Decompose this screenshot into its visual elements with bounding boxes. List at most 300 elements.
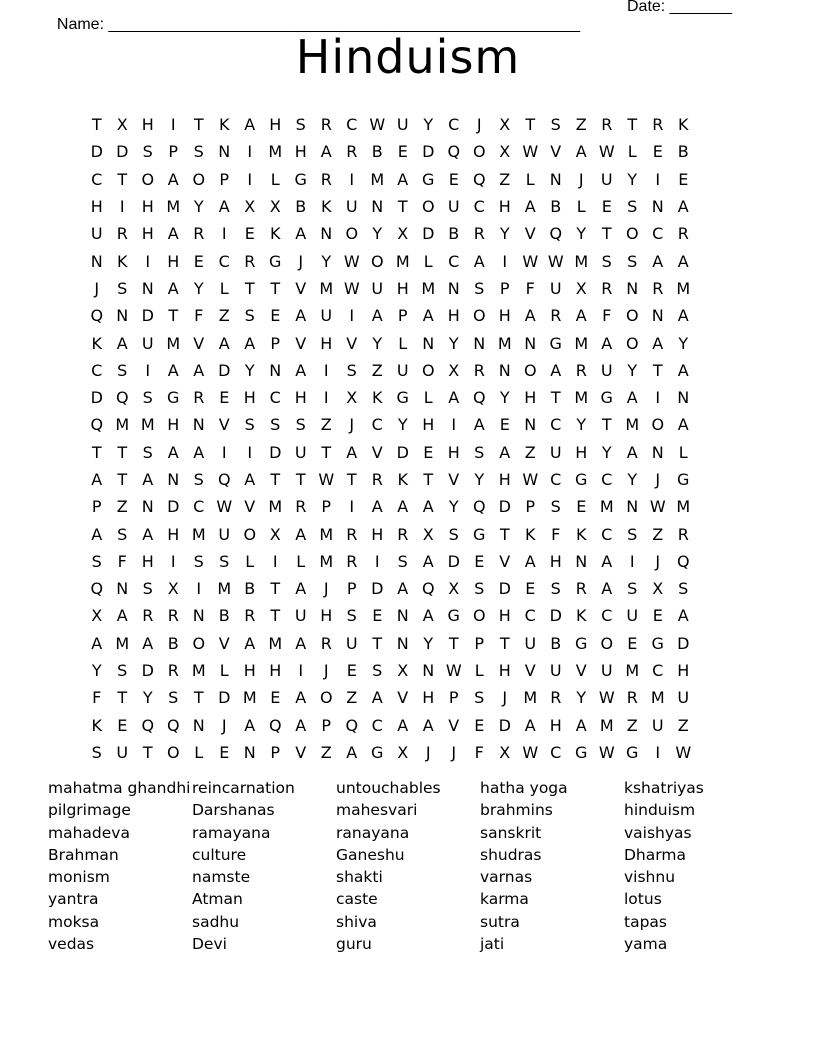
grid-letter: A: [524, 197, 536, 217]
word-bank-item: karma: [480, 890, 529, 909]
grid-letter: I: [323, 360, 329, 380]
grid-letter: P: [321, 497, 332, 517]
grid-letter: J: [451, 742, 457, 762]
grid-letter: G: [294, 169, 307, 189]
grid-letter: M: [242, 688, 257, 708]
grid-letter: Z: [218, 306, 230, 326]
grid-letter: I: [655, 169, 661, 189]
word-bank-item: mahadeva: [48, 823, 130, 842]
grid-letter: A: [244, 715, 256, 735]
grid-letter: H: [447, 442, 460, 462]
grid-letter: A: [167, 278, 179, 298]
grid-letter: X: [91, 606, 103, 626]
grid-letter: C: [601, 470, 613, 489]
word-bank-item: ranayana: [336, 823, 410, 842]
grid-letter: A: [193, 442, 205, 462]
grid-letter: S: [474, 579, 485, 599]
grid-letter: M: [650, 688, 665, 708]
grid-letter: F: [525, 278, 535, 298]
grid-letter: U: [116, 742, 129, 762]
grid-letter: N: [651, 442, 664, 462]
grid-letter: Y: [244, 360, 255, 380]
grid-letter: Z: [116, 497, 128, 517]
grid-letter: Y: [576, 224, 587, 244]
grid-letter: D: [549, 606, 562, 626]
grid-letter: X: [575, 278, 587, 298]
grid-letter: K: [372, 388, 383, 408]
word-bank: [48, 779, 768, 957]
grid-letter: V: [448, 470, 460, 489]
grid-letter: Y: [372, 224, 383, 244]
grid-letter: X: [397, 742, 409, 762]
grid-letter: Y: [678, 333, 689, 353]
grid-letter: U: [141, 333, 154, 353]
grid-letter: A: [218, 333, 230, 353]
grid-letter: U: [600, 360, 613, 380]
grid-letter: H: [498, 470, 511, 489]
grid-letter: X: [499, 742, 511, 762]
grid-letter: H: [396, 278, 409, 298]
grid-letter: C: [91, 169, 103, 189]
grid-letter: N: [167, 470, 180, 489]
grid-letter: M: [676, 497, 691, 517]
grid-letter: C: [371, 715, 383, 735]
grid-letter: L: [194, 742, 204, 762]
grid-letter: A: [677, 360, 689, 380]
grid-letter: S: [678, 579, 689, 599]
grid-letter: Y: [499, 388, 510, 408]
grid-letter: Q: [268, 715, 282, 735]
grid-letter: S: [550, 115, 561, 135]
word-bank-item: moksa: [48, 912, 100, 931]
grid-letter: N: [626, 497, 639, 517]
grid-letter: E: [219, 388, 230, 408]
grid-letter: A: [116, 606, 128, 626]
grid-letter: Z: [524, 442, 536, 462]
grid-letter: M: [319, 551, 334, 571]
grid-letter: H: [90, 197, 103, 217]
grid-letter: A: [652, 333, 664, 353]
grid-letter: E: [270, 688, 281, 708]
word-bank-item: caste: [336, 890, 378, 909]
grid-letter: E: [525, 579, 536, 599]
grid-letter: O: [421, 360, 435, 380]
grid-letter: N: [575, 551, 588, 571]
grid-letter: M: [115, 633, 130, 653]
grid-letter: W: [343, 278, 360, 298]
word-bank-item: pilgrimage: [48, 801, 131, 820]
grid-letter: Y: [423, 115, 434, 135]
grid-letter: S: [295, 115, 306, 135]
grid-letter: A: [142, 633, 154, 653]
grid-letter: M: [625, 415, 640, 435]
word-bank-item: tapas: [624, 912, 667, 931]
grid-letter: H: [320, 333, 333, 353]
grid-letter: T: [270, 278, 281, 298]
grid-letter: S: [550, 497, 561, 517]
grid-letter: C: [91, 360, 103, 380]
grid-letter: B: [167, 633, 179, 653]
grid-letter: B: [218, 606, 230, 626]
grid-letter: V: [218, 415, 230, 435]
grid-letter: E: [474, 551, 485, 571]
grid-letter: V: [295, 742, 307, 762]
grid-letter: A: [422, 497, 434, 517]
grid-letter: D: [396, 442, 409, 462]
grid-letter: H: [575, 442, 588, 462]
grid-letter: V: [499, 551, 511, 571]
grid-letter: A: [677, 306, 689, 326]
grid-letter: A: [167, 224, 179, 244]
grid-letter: A: [601, 579, 613, 599]
grid-row: [84, 193, 696, 220]
grid-row: [84, 548, 696, 575]
grid-letter: T: [117, 688, 128, 708]
grid-letter: T: [423, 470, 434, 489]
grid-letter: U: [549, 278, 562, 298]
grid-letter: Y: [321, 251, 332, 271]
grid-letter: A: [448, 388, 460, 408]
grid-letter: E: [423, 442, 434, 462]
grid-letter: T: [295, 470, 306, 489]
grid-letter: N: [549, 169, 562, 189]
grid-letter: K: [576, 606, 587, 626]
word-bank-item: Devi: [192, 935, 227, 954]
grid-letter: T: [91, 442, 102, 462]
grid-letter: S: [193, 470, 204, 489]
grid-row: [84, 411, 696, 438]
grid-letter: A: [193, 360, 205, 380]
grid-letter: H: [269, 661, 282, 681]
grid-letter: T: [550, 388, 561, 408]
grid-letter: G: [575, 633, 588, 653]
grid-letter: A: [575, 306, 587, 326]
grid-letter: I: [298, 661, 304, 681]
grid-letter: O: [192, 169, 206, 189]
grid-letter: L: [219, 278, 229, 298]
word-bank-item: hatha yoga: [480, 779, 568, 797]
grid-letter: O: [472, 142, 486, 162]
grid-letter: R: [346, 524, 358, 544]
grid-letter: M: [268, 497, 283, 517]
grid-letter: V: [575, 661, 587, 681]
grid-letter: E: [678, 169, 689, 189]
grid-letter: R: [167, 661, 179, 681]
grid-letter: S: [193, 551, 204, 571]
grid-letter: D: [422, 142, 435, 162]
grid-letter: Y: [423, 633, 434, 653]
grid-letter: M: [115, 415, 130, 435]
grid-letter: R: [575, 360, 587, 380]
grid-letter: M: [599, 497, 614, 517]
grid-letter: O: [472, 306, 486, 326]
grid-letter: S: [142, 579, 153, 599]
grid-letter: N: [90, 251, 103, 271]
grid-letter: V: [371, 442, 383, 462]
grid-letter: S: [627, 197, 638, 217]
grid-letter: L: [525, 169, 535, 189]
grid-letter: R: [320, 169, 332, 189]
grid-letter: R: [167, 606, 179, 626]
grid-letter: X: [448, 579, 460, 599]
grid-letter: U: [396, 115, 409, 135]
grid-letter: P: [474, 633, 485, 653]
grid-letter: S: [346, 606, 357, 626]
grid-letter: D: [498, 715, 511, 735]
grid-letter: D: [141, 306, 154, 326]
grid-letter: I: [145, 360, 151, 380]
grid-letter: U: [677, 688, 690, 708]
grid-letter: L: [576, 197, 586, 217]
word-bank-item: ramayana: [192, 823, 271, 842]
grid-letter: T: [91, 115, 102, 135]
grid-letter: L: [296, 551, 306, 571]
grid-letter: G: [371, 742, 384, 762]
grid-letter: N: [371, 197, 384, 217]
grid-letter: O: [523, 360, 537, 380]
grid-letter: A: [422, 306, 434, 326]
word-bank-item: vedas: [48, 935, 95, 954]
grid-row: [84, 602, 696, 629]
grid-letter: E: [448, 169, 459, 189]
grid-letter: N: [422, 333, 435, 353]
grid-letter: Y: [448, 333, 459, 353]
grid-letter: C: [193, 497, 205, 517]
grid-letter: W: [369, 115, 386, 135]
grid-letter: V: [295, 278, 307, 298]
grid-letter: A: [499, 442, 511, 462]
grid-letter: P: [321, 715, 332, 735]
grid-letter: A: [626, 388, 638, 408]
grid-letter: I: [221, 442, 227, 462]
grid-letter: H: [141, 197, 154, 217]
grid-letter: S: [117, 278, 128, 298]
grid-letter: P: [91, 497, 102, 517]
grid-letter: H: [167, 415, 180, 435]
grid-letter: H: [371, 524, 384, 544]
grid-letter: R: [346, 551, 358, 571]
grid-letter: P: [168, 142, 179, 162]
grid-letter: Y: [474, 470, 485, 489]
grid-letter: T: [117, 169, 128, 189]
grid-letter: A: [626, 442, 638, 462]
grid-letter: Q: [421, 579, 435, 599]
word-bank-item: jati: [480, 935, 505, 954]
grid-letter: S: [397, 551, 408, 571]
grid-letter: J: [298, 251, 304, 271]
grid-row: [84, 684, 696, 711]
grid-letter: N: [192, 415, 205, 435]
grid-letter: H: [269, 115, 282, 135]
grid-letter: S: [295, 415, 306, 435]
grid-letter: J: [578, 169, 584, 189]
grid-letter: G: [396, 388, 409, 408]
grid-letter: E: [346, 661, 357, 681]
grid-letter: W: [522, 251, 539, 271]
grid-letter: N: [651, 197, 664, 217]
grid-letter: S: [627, 524, 638, 544]
word-bank-item: monism: [48, 868, 110, 887]
grid-letter: M: [574, 388, 589, 408]
grid-letter: I: [629, 551, 635, 571]
grid-letter: T: [142, 742, 153, 762]
grid-letter: W: [522, 742, 539, 762]
grid-letter: O: [600, 633, 614, 653]
grid-letter: H: [498, 606, 511, 626]
grid-letter: G: [575, 742, 588, 762]
grid-letter: B: [371, 142, 383, 162]
grid-letter: U: [218, 524, 231, 544]
grid-letter: W: [547, 251, 564, 271]
grid-letter: H: [141, 224, 154, 244]
grid-letter: U: [345, 197, 358, 217]
grid-letter: N: [677, 388, 690, 408]
word-bank-item: sadhu: [192, 912, 240, 931]
grid-letter: E: [652, 606, 663, 626]
grid-letter: N: [447, 278, 460, 298]
grid-letter: N: [473, 333, 486, 353]
grid-row: [84, 275, 696, 302]
grid-row: [84, 739, 696, 766]
grid-row: [84, 493, 696, 520]
grid-letter: S: [142, 388, 153, 408]
grid-letter: F: [117, 551, 127, 571]
grid-letter: T: [244, 278, 255, 298]
grid-letter: E: [627, 633, 638, 653]
grid-letter: A: [473, 251, 485, 271]
grid-letter: A: [677, 251, 689, 271]
grid-letter: Y: [142, 688, 153, 708]
grid-letter: J: [476, 115, 482, 135]
word-bank-column: [192, 779, 336, 957]
grid-letter: N: [320, 224, 333, 244]
grid-letter: Y: [448, 497, 459, 517]
grid-letter: G: [549, 333, 562, 353]
grid-letter: A: [473, 415, 485, 435]
word-bank-item: lotus: [624, 890, 662, 909]
grid-letter: M: [497, 333, 512, 353]
grid-letter: A: [295, 306, 307, 326]
grid-letter: C: [601, 606, 613, 626]
grid-letter: L: [678, 442, 688, 462]
grid-letter: H: [294, 142, 307, 162]
word-bank-item: namste: [192, 868, 251, 887]
grid-letter: T: [117, 470, 128, 489]
grid-letter: N: [396, 633, 409, 653]
grid-letter: D: [498, 579, 511, 599]
grid-letter: Z: [346, 688, 358, 708]
grid-letter: A: [677, 197, 689, 217]
word-bank-item: vishnu: [624, 868, 676, 887]
grid-letter: S: [627, 251, 638, 271]
grid-letter: U: [626, 606, 639, 626]
grid-letter: I: [272, 551, 278, 571]
grid-letter: I: [247, 142, 253, 162]
word-bank-item: Atman: [192, 890, 243, 909]
grid-letter: D: [167, 497, 180, 517]
grid-letter: I: [196, 579, 202, 599]
grid-letter: V: [524, 224, 536, 244]
grid-letter: Q: [345, 715, 359, 735]
grid-letter: A: [244, 115, 256, 135]
grid-letter: Q: [472, 497, 486, 517]
grid-row: [84, 247, 696, 274]
grid-letter: W: [216, 497, 233, 517]
grid-row: [84, 111, 696, 138]
grid-letter: R: [320, 115, 332, 135]
grid-letter: A: [397, 715, 409, 735]
grid-letter: I: [221, 224, 227, 244]
grid-letter: U: [600, 661, 613, 681]
grid-letter: O: [243, 524, 257, 544]
grid-letter: D: [218, 688, 231, 708]
grid-letter: C: [448, 251, 460, 271]
grid-letter: S: [117, 661, 128, 681]
grid-letter: P: [397, 306, 408, 326]
grid-letter: M: [370, 169, 385, 189]
grid-letter: Q: [90, 306, 104, 326]
word-bank-item: vaishyas: [624, 823, 692, 842]
grid-letter: I: [655, 388, 661, 408]
grid-letter: B: [244, 579, 256, 599]
grid-row: [84, 439, 696, 466]
grid-letter: N: [524, 415, 537, 435]
grid-letter: R: [601, 115, 613, 135]
grid-letter: E: [474, 715, 485, 735]
grid-letter: P: [499, 278, 510, 298]
grid-letter: A: [397, 497, 409, 517]
grid-letter: B: [550, 197, 562, 217]
grid-letter: S: [244, 306, 255, 326]
grid-letter: S: [219, 551, 230, 571]
grid-row: [84, 575, 696, 602]
grid-letter: N: [116, 579, 129, 599]
grid-letter: R: [652, 115, 664, 135]
grid-letter: U: [345, 633, 358, 653]
grid-letter: C: [601, 524, 613, 544]
grid-letter: H: [243, 388, 256, 408]
grid-row: [84, 357, 696, 384]
grid-letter: K: [117, 251, 128, 271]
grid-letter: W: [675, 742, 692, 762]
grid-letter: H: [320, 606, 333, 626]
grid-letter: A: [167, 442, 179, 462]
grid-letter: E: [397, 142, 408, 162]
grid-row: [84, 520, 696, 547]
grid-letter: R: [320, 633, 332, 653]
grid-row: [84, 220, 696, 247]
grid-letter: R: [575, 579, 587, 599]
grid-letter: C: [218, 251, 230, 271]
grid-letter: J: [655, 470, 661, 489]
word-bank-item: brahmins: [480, 801, 553, 820]
grid-letter: M: [319, 278, 334, 298]
grid-letter: W: [318, 470, 335, 489]
grid-letter: A: [524, 306, 536, 326]
grid-letter: C: [550, 742, 562, 762]
grid-letter: V: [244, 497, 256, 517]
grid-letter: H: [498, 661, 511, 681]
grid-letter: G: [575, 470, 588, 489]
grid-letter: X: [499, 142, 511, 162]
grid-letter: G: [269, 251, 282, 271]
grid-letter: E: [499, 415, 510, 435]
grid-letter: M: [166, 333, 181, 353]
grid-letter: W: [649, 497, 666, 517]
grid-letter: K: [219, 115, 230, 135]
word-bank-item: varnas: [480, 868, 533, 887]
grid-letter: T: [193, 115, 204, 135]
